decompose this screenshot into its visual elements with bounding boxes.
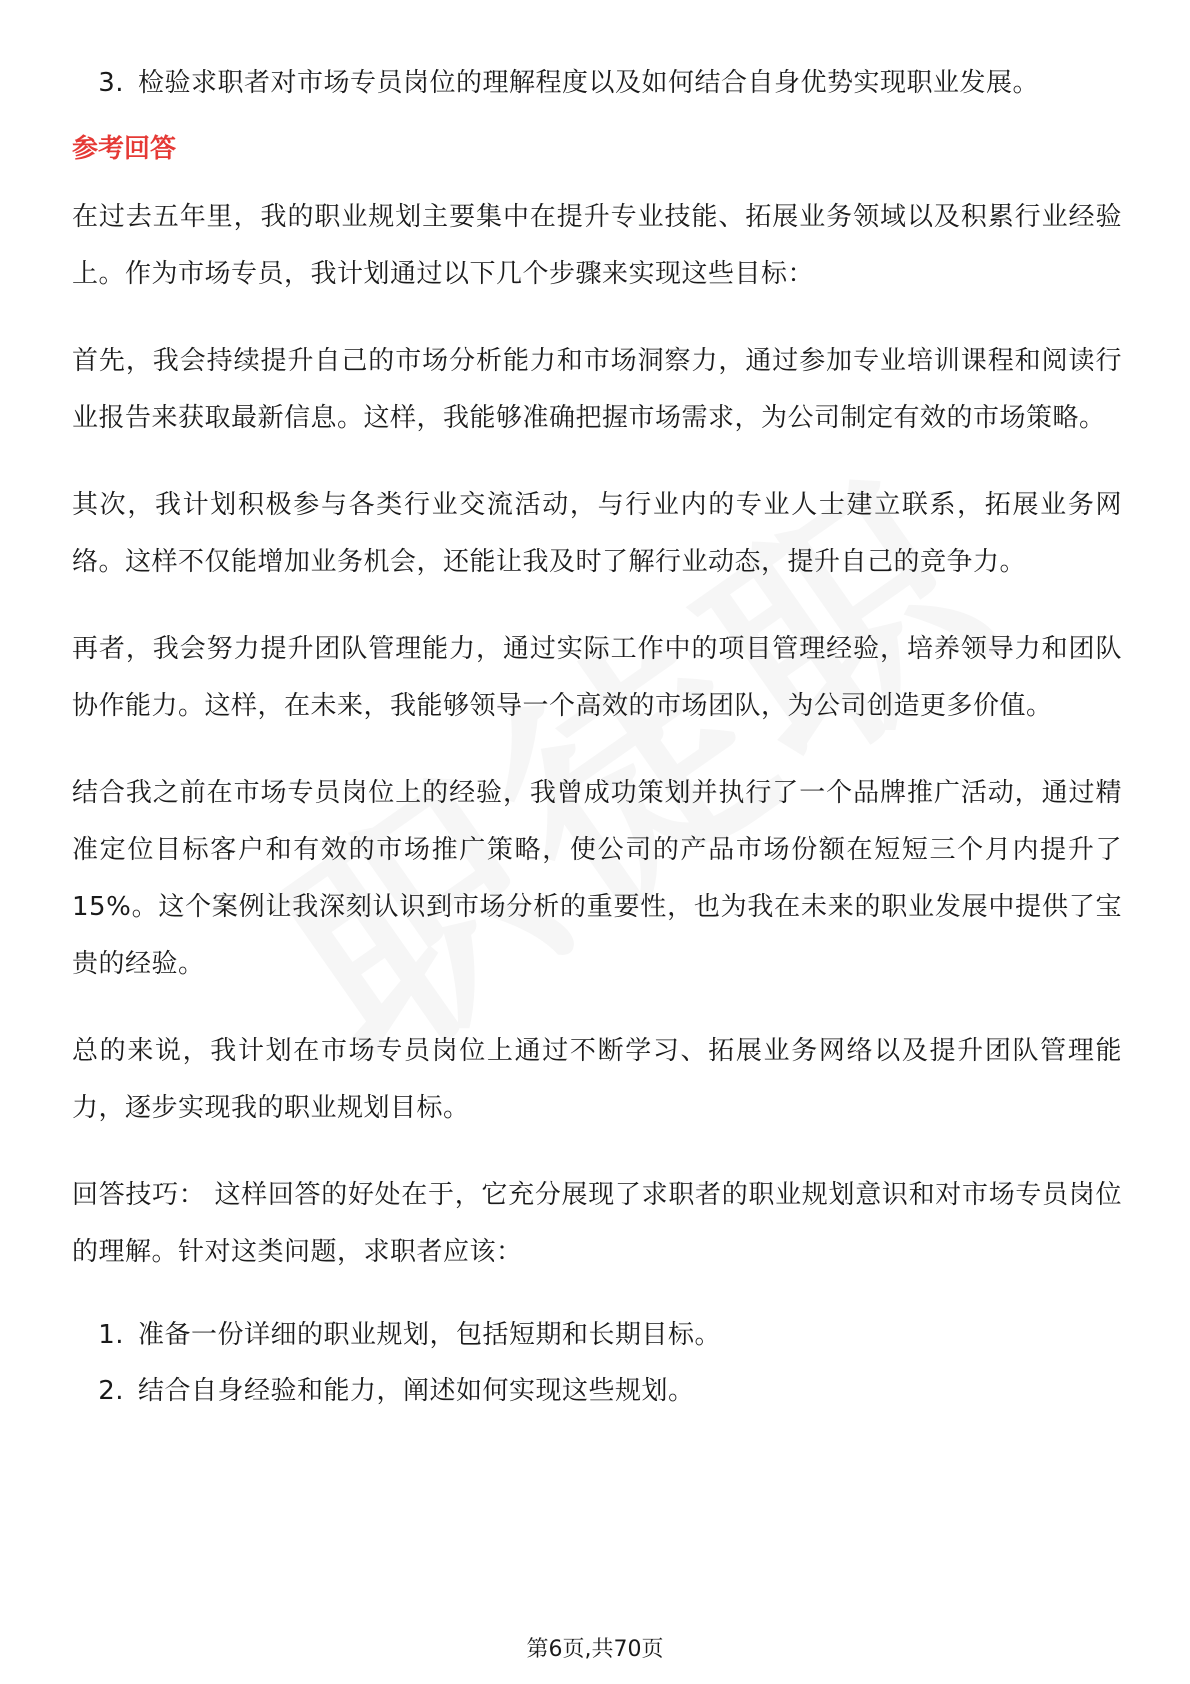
list-item xyxy=(72,1363,1122,1419)
list-text: 检验求职者对市场专员岗位的理解程度以及如何结合自身优势实现职业发展。 xyxy=(138,68,1040,98)
answer-paragraph: 总的来说，我计划在市场专员岗位上通过不断学习、拓展业务网络以及提升团队管理能力，逐步实现我的职业规划目标。 xyxy=(72,1036,1122,1123)
list-item xyxy=(72,55,1122,111)
list-text: 准备一份详细的职业规划，包括短期和长期目标。 xyxy=(138,1320,722,1350)
answer-paragraph: 其次，我计划积极参与各类行业交流活动，与行业内的专业人士建立联系，拓展业务网络。这样不仅能增加业务机会，还能让我及时了解行业动态，提升自己的竞争力。 xyxy=(72,490,1122,577)
page-content xyxy=(72,55,1122,1419)
answer-paragraph: 再者，我会努力提升团队管理能力，通过实际工作中的项目管理经验，培养领导力和团队协作能力。这样，在未来，我能够领导一个高效的市场团队，为公司创造更多价值。 xyxy=(72,634,1122,721)
answer-paragraph: 在过去五年里，我的职业规划主要集中在提升专业技能、拓展业务领域以及积累行业经验上。作为市场专员，我计划通过以下几个步骤来实现这些目标： xyxy=(72,202,1122,289)
tips-paragraph: 回答技巧： 这样回答的好处在于，它充分展现了求职者的职业规划意识和对市场专员岗位的理解。针对这类问题，求职者应该： xyxy=(72,1180,1122,1267)
page-footer: 第6页,共70页 xyxy=(526,1637,664,1662)
list-item xyxy=(72,1307,1122,1363)
section-heading: 参考回答 xyxy=(72,134,177,164)
list-number: 1. xyxy=(98,1320,124,1350)
list-text: 结合自身经验和能力，阐述如何实现这些规划。 xyxy=(138,1376,695,1406)
answer-paragraph: 首先，我会持续提升自己的市场分析能力和市场洞察力，通过参加专业培训课程和阅读行业报告来获取最新信息。这样，我能够准确把握市场需求，为公司制定有效的市场策略。 xyxy=(72,346,1122,433)
list-number: 2. xyxy=(98,1376,124,1406)
list-number: 3. xyxy=(98,68,124,98)
answer-paragraph: 结合我之前在市场专员岗位上的经验，我曾成功策划并执行了一个品牌推广活动，通过精准定位目标客户和有效的市场推广策略，使公司的产品市场份额在短短三个月内提升了15%。这个案例让我深刻认识到市场分析的重要性，也为我在未来的职业发展中提供了宝贵的经验。 xyxy=(72,778,1122,979)
